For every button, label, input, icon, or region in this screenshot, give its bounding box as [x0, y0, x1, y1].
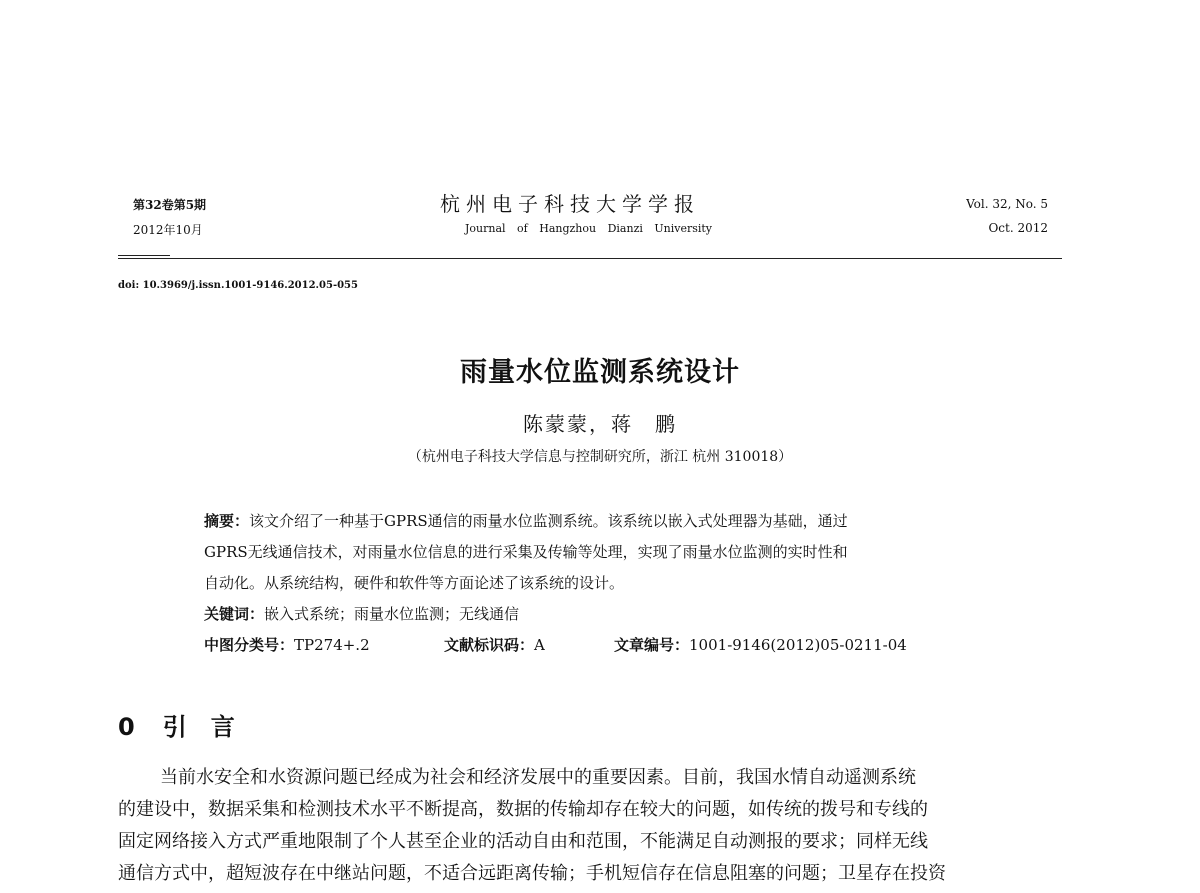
volume-en: Vol. 32, No. 5: [966, 197, 1048, 211]
header-rule-accent: [118, 255, 170, 256]
volume-issue: 第32卷第5期: [133, 198, 207, 212]
clc-value: TP274+.2: [294, 636, 370, 654]
issue-date: 2012年10月: [133, 223, 203, 237]
authors: 陈蒙蒙，蒋 鹏: [523, 412, 677, 436]
journal-title-en: Journal of Hangzhou Dianzi University: [465, 222, 713, 235]
abstract-line-3: 自动化。从系统结构，硬件和软件等方面论述了该系统的设计。: [204, 574, 625, 592]
doc-code-label: 文献标识码：: [444, 636, 535, 654]
clc-block: [204, 634, 370, 655]
section-heading: [118, 707, 235, 742]
header-rule: [118, 258, 1062, 259]
section-title: 引 言: [162, 713, 235, 741]
keywords-line: [204, 603, 519, 624]
body-line-4: 通信方式中，超短波存在中继站问题，不适合远距离传输；手机短信存在信息阻塞的问题；卫星存在投资: [118, 863, 946, 884]
doi: doi: 10.3969/j.issn.1001-9146.2012.05-055: [118, 280, 358, 291]
body-line-3: 固定网络接入方式严重地限制了个人甚至企业的活动自由和范围，不能满足自动测报的要求；同样无线: [118, 831, 928, 852]
body-line-1: 当前水安全和水资源问题已经成为社会和经济发展中的重要因素。目前，我国水情自动遥测系统: [160, 767, 916, 788]
doc-code-block: [444, 634, 545, 655]
article-no-value: 1001-9146(2012)05-0211-04: [689, 636, 907, 654]
keywords-label: 关键词：: [204, 605, 265, 623]
article-no-label: 文章编号：: [614, 636, 690, 654]
article-no-block: [614, 634, 907, 655]
doc-code-value: A: [534, 636, 545, 654]
abstract-line-2: GPRS无线通信技术，对雨量水位信息的进行采集及传输等处理，实现了雨量水位监测的实时性和: [204, 543, 848, 561]
body-line-2: 的建设中，数据采集和检测技术水平不断提高，数据的传输却存在较大的问题，如传统的拨号和专线的: [118, 799, 928, 820]
abstract-text-1: 该文介绍了一种基于GPRS通信的雨量水位监测系统。该系统以嵌入式处理器为基础，通过: [249, 512, 848, 530]
abstract-label: 摘要：: [204, 512, 250, 530]
clc-label: 中图分类号：: [204, 636, 295, 654]
section-number: 0: [118, 713, 135, 741]
journal-title-cn: 杭州电子科技大学学报: [440, 192, 700, 216]
keywords: 嵌入式系统；雨量水位监测；无线通信: [264, 605, 520, 623]
affiliation: （杭州电子科技大学信息与控制研究所，浙江 杭州 310018）: [407, 449, 793, 465]
abstract-line-1: [204, 510, 848, 531]
date-en: Oct. 2012: [988, 221, 1048, 235]
article-title: 雨量水位监测系统设计: [460, 357, 740, 388]
